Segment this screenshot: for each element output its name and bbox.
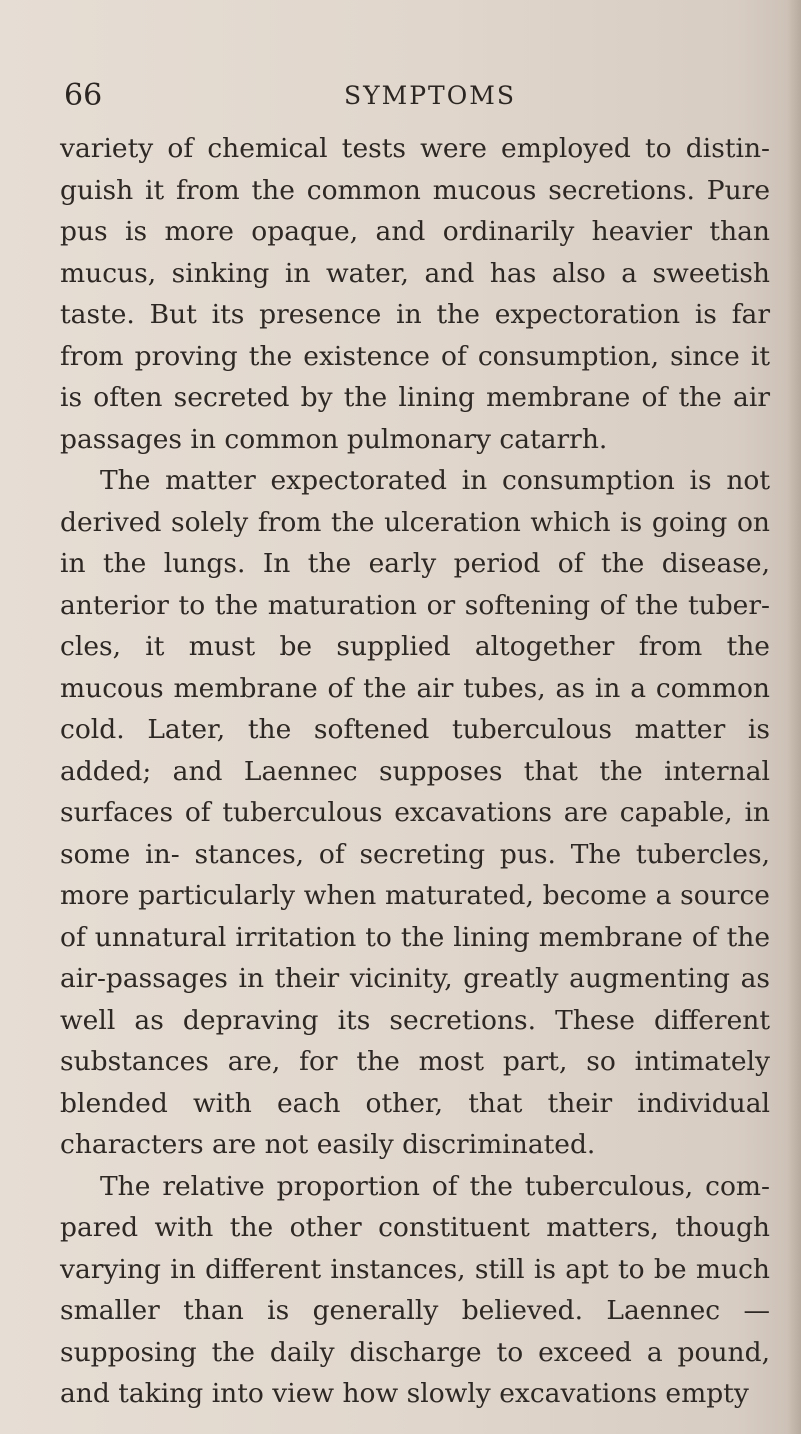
running-head: SYMPTOMS <box>344 81 516 110</box>
body-text <box>60 128 770 1415</box>
page-edge-shadow <box>787 0 801 1434</box>
paragraph-3: The relative proportion of the tuberculous, com- pared with the other constituent matters, though varying in different instances, still is apt to be much smaller than is generally believed. Laennec —supposing the daily discharge to exceed a pound, and taking into view how slowly excavations empty <box>60 1170 770 1409</box>
page-number: 66 <box>64 78 103 113</box>
paragraph-2: The matter expectorated in consumption is not derived solely from the ulceration which is going on in the lungs. In the early period of the disease, anterior to the maturation or softening of the tuber- cles, it must be supplied altogether from the mucous membrane of the air tubes, as in a common cold. Later, the softened tuberculous matter is added; and Laennec supposes that the internal surfaces of tuberculous excavations are capable, in some in- stances, of secreting pus. The tubercles, more particularly when maturated, become a source of unnatural irritation to the lining membrane of the air-passages in their vicinity, greatly augmenting as well as depraving its secretions. These different substances are, for the most part, so intimately blended with each other, that their individual characters are not easily discriminated. <box>60 465 770 1160</box>
paragraph-1: variety of chemical tests were employed to distin- guish it from the common mucous secretions. Pure pus is more opaque, and ordinarily heavier than mucus, sinking in water, and has also a sweetish taste. But its presence in the expectoration is far from proving the existence of consumption, since it is often secreted by the lining membrane of the air passages in common pulmonary catarrh. <box>60 133 770 455</box>
page-header <box>64 78 744 118</box>
